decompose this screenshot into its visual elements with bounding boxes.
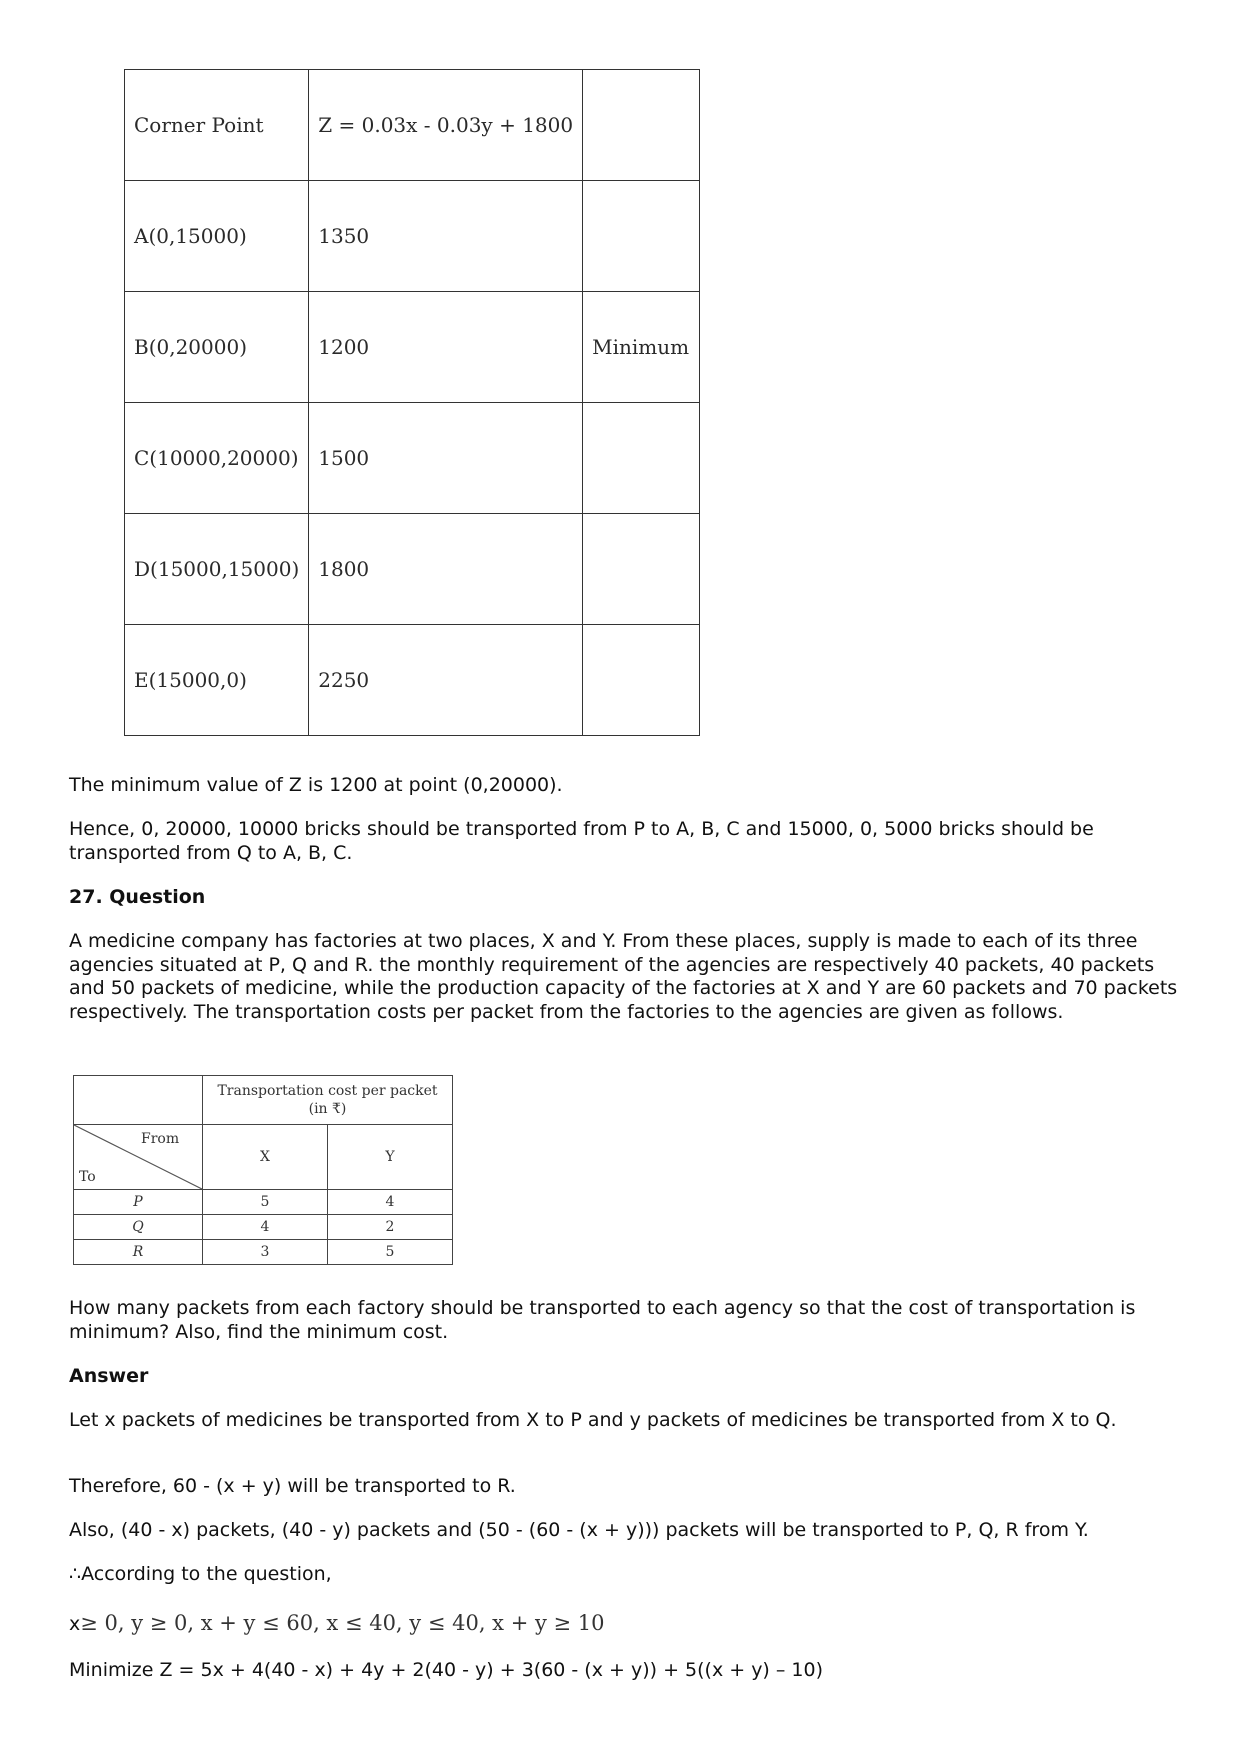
table-cell: A(0,15000)	[125, 181, 309, 292]
table-header-cell: Z = 0.03x - 0.03y + 1800	[309, 70, 583, 181]
question-text: A medicine company has factories at two places, X and Y. From these places, supply is made to each of its three agencies situated at P, Q and R. the monthly requirement of the agencies are respectively 40 packets, 40 packets and 50 packets of medicine, while the production capacity of the factories at X and Y are 60 packets and 70 packets respectively. The transportation costs per packet from the factories to the agencies are given as follows.	[69, 930, 1178, 1023]
table-header-cell	[203, 1076, 453, 1125]
row-label: Q	[74, 1215, 203, 1240]
table-row	[74, 1125, 453, 1190]
from-label: From	[141, 1131, 180, 1147]
table-cell: 1350	[309, 181, 583, 292]
table-cell: 2250	[309, 625, 583, 736]
table-row	[74, 1215, 453, 1240]
answer-text: Let x packets of medicines be transported from X to P and y packets of medicines be transported from X to Q.	[69, 1409, 1117, 1431]
table-cell: 2	[328, 1215, 453, 1240]
table-cell: 5	[328, 1240, 453, 1265]
table-cell	[583, 514, 700, 625]
table-cell: 4	[203, 1215, 328, 1240]
ineq-prefix: x	[69, 1613, 81, 1635]
table-cell: C(10000,20000)	[125, 403, 309, 514]
answer-text: Also, (40 - x) packets, (40 - y) packets and (50 - (60 - (x + y))) packets will be transported to P, Q, R from Y.	[69, 1519, 1089, 1541]
transportation-cost-table	[73, 1075, 453, 1265]
table-cell: Minimum	[583, 292, 700, 403]
table-cell: B(0,20000)	[125, 292, 309, 403]
table-cell: 1500	[309, 403, 583, 514]
table-row	[125, 181, 700, 292]
table-cell	[583, 403, 700, 514]
table-cell	[583, 181, 700, 292]
objective-function: Minimize Z = 5x + 4(40 - x) + 4y + 2(40 - y) + 3(60 - (x + y)) + 5((x + y) – 10)	[69, 1659, 824, 1681]
table-header-cell	[583, 70, 700, 181]
table-row	[125, 403, 700, 514]
answer-text: Therefore, 60 - (x + y) will be transported to R.	[69, 1475, 516, 1497]
table-row	[125, 514, 700, 625]
table-cell: E(15000,0)	[125, 625, 309, 736]
table-cell: 4	[328, 1190, 453, 1215]
table-cell: 3	[203, 1240, 328, 1265]
diagonal-header-cell	[74, 1125, 203, 1190]
table-row	[125, 70, 700, 181]
row-label: P	[74, 1190, 203, 1215]
corner-point-table	[124, 69, 700, 736]
table-cell: 5	[203, 1190, 328, 1215]
column-header-x: X	[203, 1125, 328, 1190]
table-cell: D(15000,15000)	[125, 514, 309, 625]
column-header-y: Y	[328, 1125, 453, 1190]
table-header-cell: Corner Point	[125, 70, 309, 181]
table-cell: 1200	[309, 292, 583, 403]
table-row	[125, 625, 700, 736]
cost-header-unit: (in ₹)	[308, 1101, 347, 1117]
cost-header-title: Transportation cost per packet	[217, 1083, 438, 1099]
question-heading: 27. Question	[69, 886, 206, 908]
answer-heading: Answer	[69, 1365, 149, 1387]
ineq-math: ≥ 0, y ≥ 0, x + y ≤ 60, x ≤ 40, y ≤ 40, x + y ≥ 10	[80, 1611, 605, 1635]
table-row	[125, 292, 700, 403]
table-row	[74, 1240, 453, 1265]
question-ask-text: How many packets from each factory should be transported to each agency so that the cost of transportation is minimum? Also, find the minimum cost.	[69, 1297, 1136, 1343]
table-cell: 1800	[309, 514, 583, 625]
answer-text: ∴According to the question,	[69, 1563, 332, 1585]
row-label: R	[74, 1240, 203, 1265]
table-row	[74, 1076, 453, 1125]
result-text: The minimum value of Z is 1200 at point (0,20000).	[69, 774, 563, 796]
constraints-inequality	[69, 1611, 605, 1635]
to-label: To	[79, 1169, 96, 1185]
conclusion-text: Hence, 0, 20000, 10000 bricks should be transported from P to A, B, C and 15000, 0, 5000 bricks should be transported from Q to A, B, C.	[69, 818, 1094, 864]
table-row	[74, 1190, 453, 1215]
table-cell	[74, 1076, 203, 1125]
table-cell	[583, 625, 700, 736]
